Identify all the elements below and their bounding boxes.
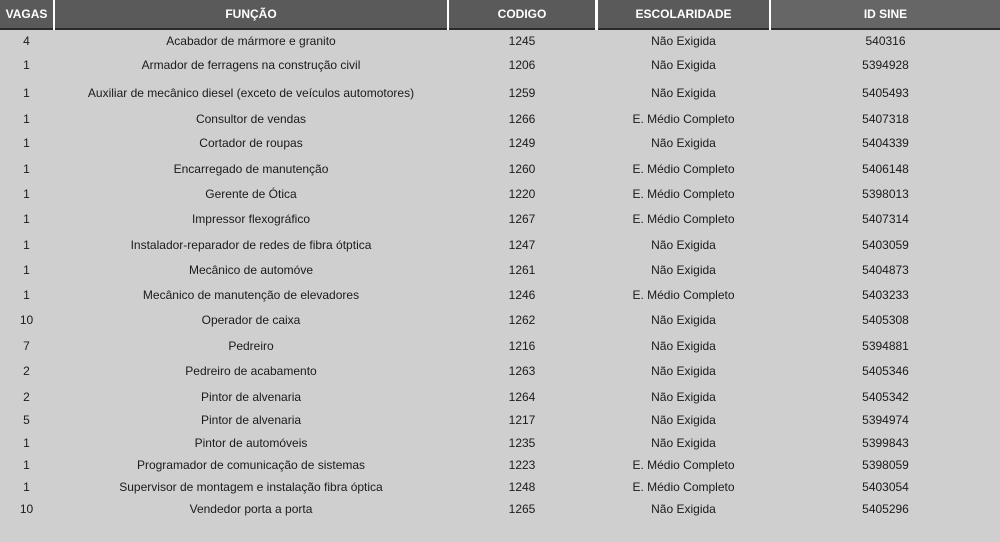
cell-funcao: Cortador de roupas: [199, 136, 303, 150]
cell-funcao: Acabador de mármore e granito: [166, 34, 336, 48]
cell-escolaridade: Não Exigida: [651, 502, 716, 516]
table-row: [0, 259, 1000, 281]
cell-id-sine: 5398059: [862, 458, 909, 472]
cell-escolaridade: Não Exigida: [651, 339, 716, 353]
table-row: [0, 234, 1000, 256]
cell-vagas: 10: [19, 502, 34, 516]
cell-funcao: Gerente de Ótica: [205, 187, 297, 201]
cell-vagas: 1: [23, 212, 30, 226]
table-row: [0, 183, 1000, 205]
cell-codigo: 1206: [508, 58, 536, 72]
cell-id-sine: 5398013: [862, 187, 909, 201]
cell-codigo: 1262: [508, 313, 536, 327]
cell-id-sine: 5403233: [862, 288, 909, 302]
cell-funcao: Pedreiro de acabamento: [185, 364, 317, 378]
cell-vagas: 1: [23, 263, 30, 277]
table-row: [0, 132, 1000, 154]
cell-vagas: 1: [23, 436, 30, 450]
cell-codigo: 1245: [508, 34, 536, 48]
cell-codigo: 1220: [508, 187, 536, 201]
cell-codigo: 1266: [508, 112, 536, 126]
cell-funcao: Programador de comunicação de sistemas: [136, 458, 366, 472]
cell-escolaridade: E. Médio Completo: [632, 112, 735, 126]
cell-vagas: 1: [23, 480, 30, 494]
cell-vagas: 1: [23, 187, 30, 201]
cell-id-sine: 5404339: [862, 136, 909, 150]
cell-escolaridade: Não Exigida: [651, 263, 716, 277]
cell-id-sine: 5404873: [862, 263, 909, 277]
table-row: [0, 54, 1000, 76]
cell-codigo: 1265: [508, 502, 536, 516]
cell-id-sine: 5394974: [862, 413, 909, 427]
table-row: [0, 108, 1000, 130]
cell-vagas: 1: [23, 112, 30, 126]
cell-id-sine: 5407314: [862, 212, 909, 226]
cell-vagas: 1: [23, 136, 30, 150]
cell-vagas: 10: [19, 313, 34, 327]
cell-vagas: 5: [23, 413, 30, 427]
header-funcao: FUNÇÃO: [55, 0, 447, 30]
cell-funcao: Pedreiro: [228, 339, 274, 353]
cell-vagas: 1: [23, 58, 30, 72]
cell-vagas: 4: [23, 34, 30, 48]
cell-id-sine: 5394928: [862, 58, 909, 72]
cell-id-sine: 5403059: [862, 238, 909, 252]
cell-escolaridade: E. Médio Completo: [632, 162, 735, 176]
cell-codigo: 1247: [508, 238, 536, 252]
table-row: [0, 30, 1000, 52]
cell-funcao: Pintor de alvenaria: [200, 413, 302, 427]
cell-funcao: Operador de caixa: [201, 313, 301, 327]
cell-funcao: Pintor de alvenaria: [200, 390, 302, 404]
cell-codigo: 1264: [508, 390, 536, 404]
cell-codigo: 1216: [508, 339, 536, 353]
cell-funcao: Mecânico de automóve: [188, 263, 314, 277]
table-row: [0, 335, 1000, 357]
table-row: [0, 360, 1000, 382]
cell-funcao: Encarregado de manutenção: [173, 162, 329, 176]
cell-id-sine: 5399843: [862, 436, 909, 450]
table-row: [0, 208, 1000, 230]
cell-escolaridade: Não Exigida: [651, 58, 716, 72]
cell-id-sine: 5406148: [862, 162, 909, 176]
cell-vagas: 1: [23, 288, 30, 302]
cell-escolaridade: E. Médio Completo: [632, 480, 735, 494]
cell-codigo: 1259: [508, 86, 536, 100]
cell-codigo: 1235: [508, 436, 536, 450]
cell-funcao: Vendedor porta a porta: [189, 502, 313, 516]
cell-funcao: Auxiliar de mecânico diesel (exceto de veículos automotores): [87, 86, 415, 100]
table-row: [0, 82, 1000, 104]
cell-escolaridade: Não Exigida: [651, 313, 716, 327]
header-vagas: VAGAS: [0, 0, 53, 30]
cell-escolaridade: Não Exigida: [651, 390, 716, 404]
cell-escolaridade: E. Médio Completo: [632, 187, 735, 201]
cell-escolaridade: E. Médio Completo: [632, 288, 735, 302]
cell-escolaridade: Não Exigida: [651, 86, 716, 100]
cell-codigo: 1249: [508, 136, 536, 150]
cell-id-sine: 5394881: [862, 339, 909, 353]
cell-funcao: Consultor de vendas: [195, 112, 307, 126]
cell-id-sine: 5405296: [862, 502, 909, 516]
cell-codigo: 1223: [508, 458, 536, 472]
cell-escolaridade: Não Exigida: [651, 34, 716, 48]
cell-vagas: 2: [23, 390, 30, 404]
table-header: [0, 0, 1000, 30]
cell-vagas: 2: [23, 364, 30, 378]
cell-escolaridade: E. Médio Completo: [632, 458, 735, 472]
cell-codigo: 1246: [508, 288, 536, 302]
cell-escolaridade: Não Exigida: [651, 136, 716, 150]
cell-escolaridade: Não Exigida: [651, 413, 716, 427]
cell-id-sine: 5405346: [862, 364, 909, 378]
cell-funcao: Supervisor de montagem e instalação fibra óptica: [119, 480, 383, 494]
header-id-sine: ID SINE: [771, 0, 1000, 30]
cell-escolaridade: Não Exigida: [651, 436, 716, 450]
table-row: [0, 309, 1000, 331]
cell-funcao: Impressor flexográfico: [191, 212, 311, 226]
cell-codigo: 1248: [508, 480, 536, 494]
table-row: [0, 476, 1000, 498]
cell-funcao: Armador de ferragens na construção civil: [141, 58, 361, 72]
cell-escolaridade: Não Exigida: [651, 238, 716, 252]
cell-funcao: Instalador-reparador de redes de fibra ótptica: [130, 238, 372, 252]
cell-vagas: 1: [23, 162, 30, 176]
cell-funcao: Pintor de automóveis: [194, 436, 308, 450]
cell-codigo: 1261: [508, 263, 536, 277]
cell-codigo: 1267: [508, 212, 536, 226]
cell-escolaridade: E. Médio Completo: [632, 212, 735, 226]
header-escolaridade: ESCOLARIDADE: [598, 0, 769, 30]
cell-escolaridade: Não Exigida: [651, 364, 716, 378]
table-row: [0, 432, 1000, 454]
table-row: [0, 498, 1000, 520]
cell-vagas: 7: [23, 339, 30, 353]
table-row: [0, 454, 1000, 476]
cell-funcao: Mecânico de manutenção de elevadores: [142, 288, 360, 302]
cell-id-sine: 5407318: [862, 112, 909, 126]
cell-vagas: 1: [23, 238, 30, 252]
cell-id-sine: 540316: [865, 34, 906, 48]
table-row: [0, 386, 1000, 408]
cell-id-sine: 5403054: [862, 480, 909, 494]
cell-id-sine: 5405342: [862, 390, 909, 404]
table-row: [0, 158, 1000, 180]
table-row: [0, 409, 1000, 431]
cell-id-sine: 5405493: [862, 86, 909, 100]
cell-vagas: 1: [23, 86, 30, 100]
table-row: [0, 284, 1000, 306]
cell-vagas: 1: [23, 458, 30, 472]
cell-codigo: 1217: [508, 413, 536, 427]
cell-codigo: 1263: [508, 364, 536, 378]
header-codigo: CODIGO: [449, 0, 595, 30]
cell-codigo: 1260: [508, 162, 536, 176]
cell-id-sine: 5405308: [862, 313, 909, 327]
